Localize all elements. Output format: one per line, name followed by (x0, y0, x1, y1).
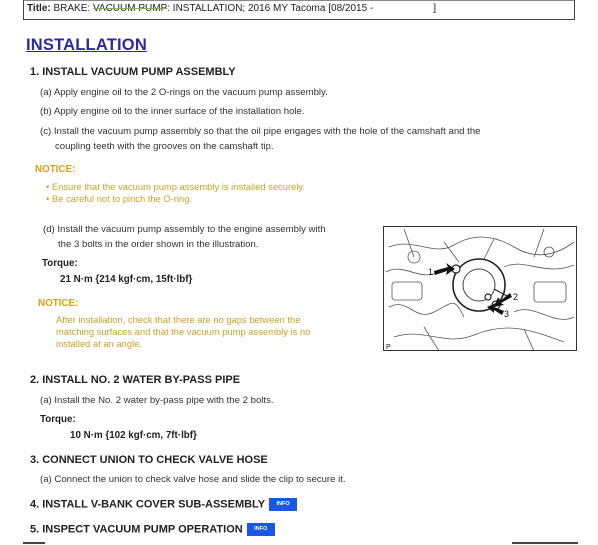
section-5-title-row (30, 523, 275, 536)
callout-1: 1 (428, 267, 434, 277)
section-1-title: 1. INSTALL VACUUM PUMP ASSEMBLY (30, 66, 236, 78)
notice-label-2: NOTICE: (38, 298, 79, 309)
step-3a: (a) Connect the union to check valve hose and slide the clip to secure it. (40, 474, 346, 485)
notice-label: NOTICE: (35, 164, 76, 175)
title-tail: ] (433, 3, 437, 14)
info-badge-5[interactable]: INFO (247, 523, 275, 536)
notice-item-1-text: Ensure that the vacuum pump assembly is installed securely. (51, 181, 305, 192)
callout-3: 3 (504, 309, 510, 319)
figure-corner-mark: P (386, 344, 391, 351)
step-1c-line1: (c) Install the vacuum pump assembly so that the oil pipe engages with the hole of the camshaft and the (40, 126, 481, 137)
section-4-title: 4. INSTALL V-BANK COVER SUB-ASSEMBLY (30, 498, 266, 511)
step-1c-line2: coupling teeth with the grooves on the camshaft tip. (55, 141, 274, 152)
step-1b: (b) Apply engine oil to the inner surface of the installation hole. (40, 106, 305, 117)
bottom-rule-right (512, 542, 578, 544)
title-rest: : INSTALLATION; 2016 MY Tacoma [08/2015 - (167, 3, 374, 14)
engine-diagram (384, 227, 577, 351)
notice-2-line2: matching surfaces and that the vacuum pump assembly is no (56, 326, 311, 337)
installation-illustration (383, 226, 577, 351)
title-struck-text: VACUUM PUMP (92, 3, 168, 14)
torque-label-1: Torque: (42, 258, 78, 269)
title-label: Title: (27, 3, 51, 14)
section-2-title: 2. INSTALL NO. 2 WATER BY-PASS PIPE (30, 374, 241, 386)
callout-2: 2 (513, 292, 519, 302)
notice-item-1: • Ensure that the vacuum pump assembly is installed securely. (46, 181, 305, 192)
step-1d-line2: the 3 bolts in the order shown in the illustration. (58, 239, 259, 250)
section-5-title: 5. INSPECT VACUUM PUMP OPERATION (30, 523, 243, 536)
title-prefix: BRAKE: (53, 3, 93, 14)
notice-item-2: • Be careful not to pinch the O-ring. (46, 193, 193, 204)
page-heading: INSTALLATION (26, 36, 147, 54)
notice-2-line3: installed at an angle. (56, 338, 143, 349)
torque-value-1: 21 N·m {214 kgf·cm, 15ft·lbf} (60, 274, 193, 285)
torque-label-2: Torque: (40, 414, 76, 425)
bottom-rule-left (23, 542, 45, 544)
section-3-title: 3. CONNECT UNION TO CHECK VALVE HOSE (30, 454, 268, 466)
title-bar (23, 0, 575, 20)
torque-value-2: 10 N·m {102 kgf·cm, 7ft·lbf} (70, 430, 197, 441)
step-1a: (a) Apply engine oil to the 2 O-rings on the vacuum pump assembly. (40, 87, 328, 98)
notice-item-2-text: Be careful not to pinch the O-ring. (51, 193, 193, 204)
section-4-title-row (30, 498, 297, 511)
step-2a: (a) Install the No. 2 water by-pass pipe with the 2 bolts. (40, 395, 274, 406)
notice-2-line1: After installation, check that there are no gaps between the (56, 314, 301, 325)
info-badge-4[interactable]: INFO (269, 498, 297, 511)
step-1d-line1: (d) Install the vacuum pump assembly to the engine assembly with (43, 224, 326, 235)
